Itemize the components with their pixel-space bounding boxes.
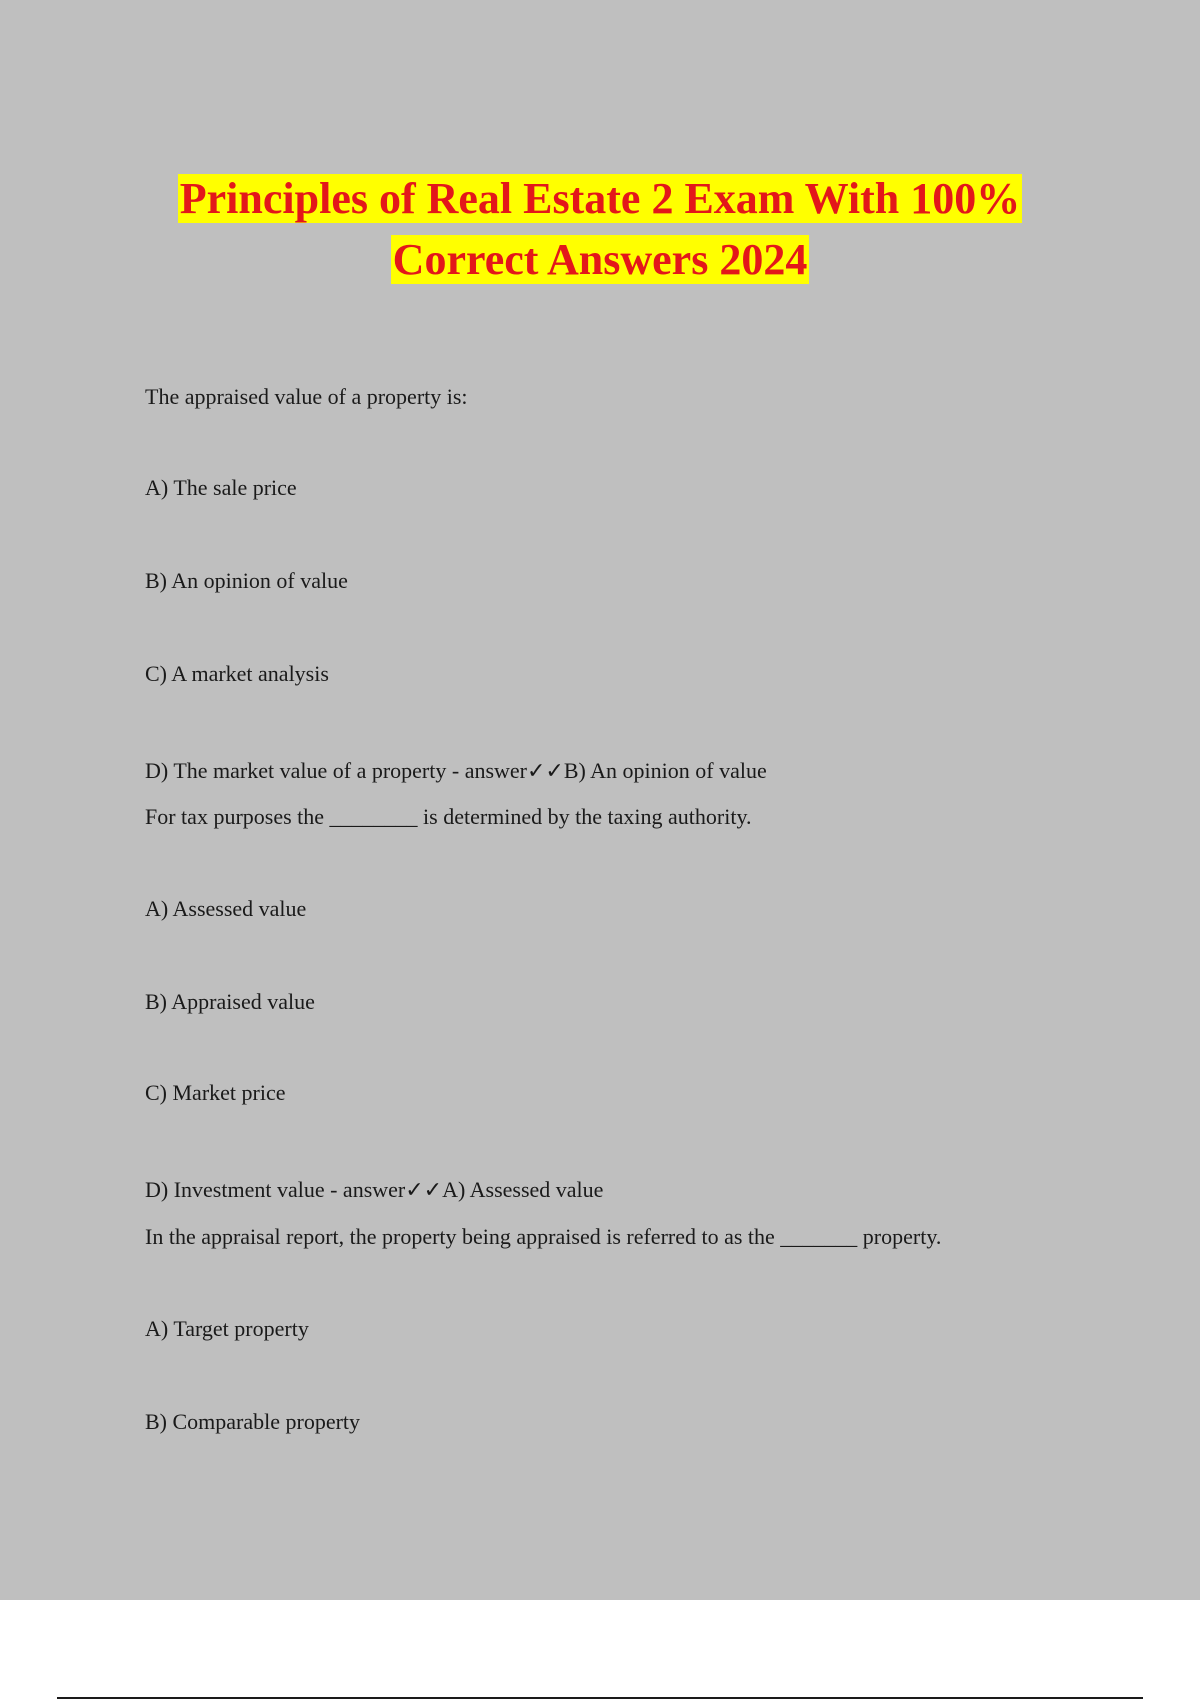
title-line-2: Correct Answers 2024 bbox=[392, 235, 808, 284]
question-3-option-b: B) Comparable property bbox=[145, 1409, 361, 1434]
question-1-option-d-answer bbox=[145, 758, 767, 785]
title-line-1: Principles of Real Estate 2 Exam With 100% bbox=[179, 174, 1021, 223]
question-2-option-a: A) Assessed value bbox=[145, 896, 307, 921]
question-2-prompt: For tax purposes the ________ is determined by the taxing authority. bbox=[145, 804, 752, 829]
question-2-option-d: D) Investment value - answer bbox=[145, 1177, 406, 1202]
question-1-answer: B) An opinion of value bbox=[563, 758, 767, 783]
question-2-answer: A) Assessed value bbox=[442, 1177, 604, 1202]
checkmark-icon: ✓✓ bbox=[405, 1178, 443, 1203]
document-title bbox=[0, 168, 1200, 290]
checkmark-icon: ✓✓ bbox=[527, 759, 564, 784]
question-3-prompt: In the appraisal report, the property being appraised is referred to as the _______ property. bbox=[145, 1224, 942, 1249]
question-1-option-a: A) The sale price bbox=[145, 475, 297, 500]
question-1-prompt: The appraised value of a property is: bbox=[145, 384, 468, 409]
question-3-option-a: A) Target property bbox=[145, 1316, 309, 1341]
question-1-option-d: D) The market value of a property - answer bbox=[145, 758, 527, 783]
question-2-option-d-answer bbox=[145, 1177, 603, 1204]
question-2-option-b: B) Appraised value bbox=[145, 989, 315, 1014]
question-1-option-b: B) An opinion of value bbox=[145, 568, 348, 593]
footer-divider bbox=[57, 1697, 1143, 1699]
question-1-option-c: C) A market analysis bbox=[145, 661, 329, 686]
question-2-option-c: C) Market price bbox=[145, 1080, 286, 1105]
